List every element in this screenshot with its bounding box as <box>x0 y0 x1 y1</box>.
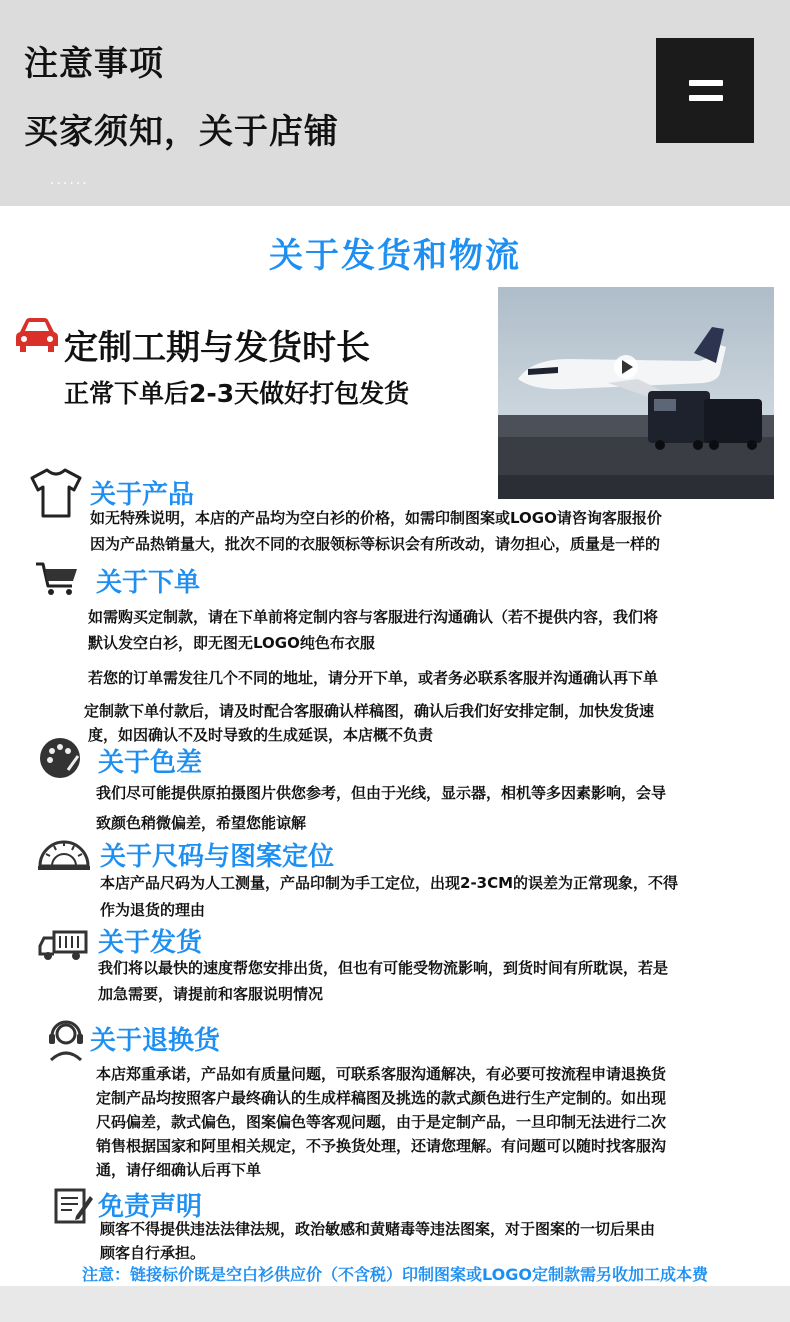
delivery-truck-icon <box>38 928 88 962</box>
section-size-title: 关于尺码与图案定位 <box>100 842 335 872</box>
section-order-line-3: 若您的订单需发往几个不同的地址，请分开下单，或者务必联系客服并沟通确认再下单 <box>88 669 659 687</box>
section-shipping-line-2: 加急需要，请提前和客服说明情况 <box>98 985 324 1003</box>
section-returns-line-1: 本店郑重承诺，产品如有质量问题，可联系客服沟通解决，有必要可按流程申请退换货 <box>96 1065 667 1083</box>
color-palette-icon <box>38 736 82 780</box>
section-product-title: 关于产品 <box>90 480 195 510</box>
footer-note: 注意：链接标价既是空白衫供应价（不含税）印制图案或LOGO定制款需另收加工成本费 <box>82 1265 708 1284</box>
section-product-line-2: 因为产品热销量大，批次不同的衣服领标等标识会有所改动，请勿担心，质量是一样的 <box>90 535 661 553</box>
section-shipping-title: 关于发货 <box>98 928 203 958</box>
section-size-line-2: 作为退货的理由 <box>100 901 206 919</box>
section-shipping-line-1: 我们将以最快的速度帮您安排出货，但也有可能受物流影响，到货时间有所耽误，若是 <box>98 959 669 977</box>
page-header <box>0 0 790 206</box>
section-returns-line-3: 尺码偏差，款式偏色，图案偏色等客观问题，由于是定制产品，一旦印制无法进行二次 <box>96 1113 667 1131</box>
menu-button[interactable] <box>656 38 754 143</box>
play-icon <box>614 355 638 379</box>
lead-title: 定制工期与发货时长 <box>64 328 370 368</box>
section-order-line-1: 如需购买定制款，请在下单前将定制内容与客服进行沟通确认（若不提供内容，我们将 <box>88 608 659 626</box>
section-title: 关于发货和物流 <box>269 236 521 276</box>
section-product-line-1: 如无特殊说明，本店的产品均为空白衫的价格，如需印制图案或LOGO请咨询客服报价 <box>90 509 662 527</box>
tshirt-icon <box>28 466 84 520</box>
section-order-title: 关于下单 <box>96 568 201 598</box>
section-order-line-2: 默认发空白衫，即无图无LOGO纯色布衣服 <box>88 634 375 652</box>
header-title: 注意事项 <box>24 44 164 84</box>
footer-bar <box>0 1286 790 1322</box>
section-disclaimer-title: 免责声明 <box>98 1192 203 1222</box>
shopping-cart-icon <box>34 560 80 598</box>
customer-service-headset-icon <box>46 1016 86 1062</box>
car-icon <box>14 316 60 356</box>
cargo-plane-and-trucks-photo <box>498 287 774 499</box>
section-returns-title: 关于退换货 <box>90 1026 221 1056</box>
section-order-line-4: 定制款下单付款后，请及时配合客服确认样稿图，确认后我们好安排定制，加快发货速 <box>84 702 655 720</box>
section-returns-line-2: 定制产品均按照客户最终确认的生成样稿图及挑选的款式颜色进行生产定制的。如出现 <box>96 1089 667 1107</box>
header-dots: ...... <box>50 172 89 188</box>
ruler-protractor-icon <box>36 832 92 872</box>
document-pen-icon <box>52 1186 94 1224</box>
section-color-title: 关于色差 <box>98 748 203 778</box>
section-size-line-1: 本店产品尺码为人工测量，产品印制为手工定位，出现2-3CM的误差为正常现象，不得 <box>100 874 679 892</box>
header-subtitle: 买家须知，关于店铺 <box>24 112 339 152</box>
section-color-line-1: 我们尽可能提供原拍摄图片供您参考，但由于光线，显示器，相机等多因素影响，会导 <box>96 784 667 802</box>
section-disclaimer-line-2: 顾客自行承担。 <box>100 1244 206 1262</box>
section-order-line-5: 度，如因确认不及时导致的生成延误，本店概不负责 <box>88 726 434 744</box>
section-color-line-2: 致颜色稍微偏差，希望您能谅解 <box>96 814 307 832</box>
section-disclaimer-line-1: 顾客不得提供违法法律法规，政治敏感和黄赌毒等违法图案，对于图案的一切后果由 <box>100 1220 656 1238</box>
lead-subtitle: 正常下单后2-3天做好打包发货 <box>64 379 410 408</box>
section-returns-line-4: 销售根据国家和阿里相关规定，不予换货处理，还请您理解。有问题可以随时找客服沟 <box>96 1137 667 1155</box>
section-returns-line-5: 通，请仔细确认后再下单 <box>96 1161 262 1179</box>
